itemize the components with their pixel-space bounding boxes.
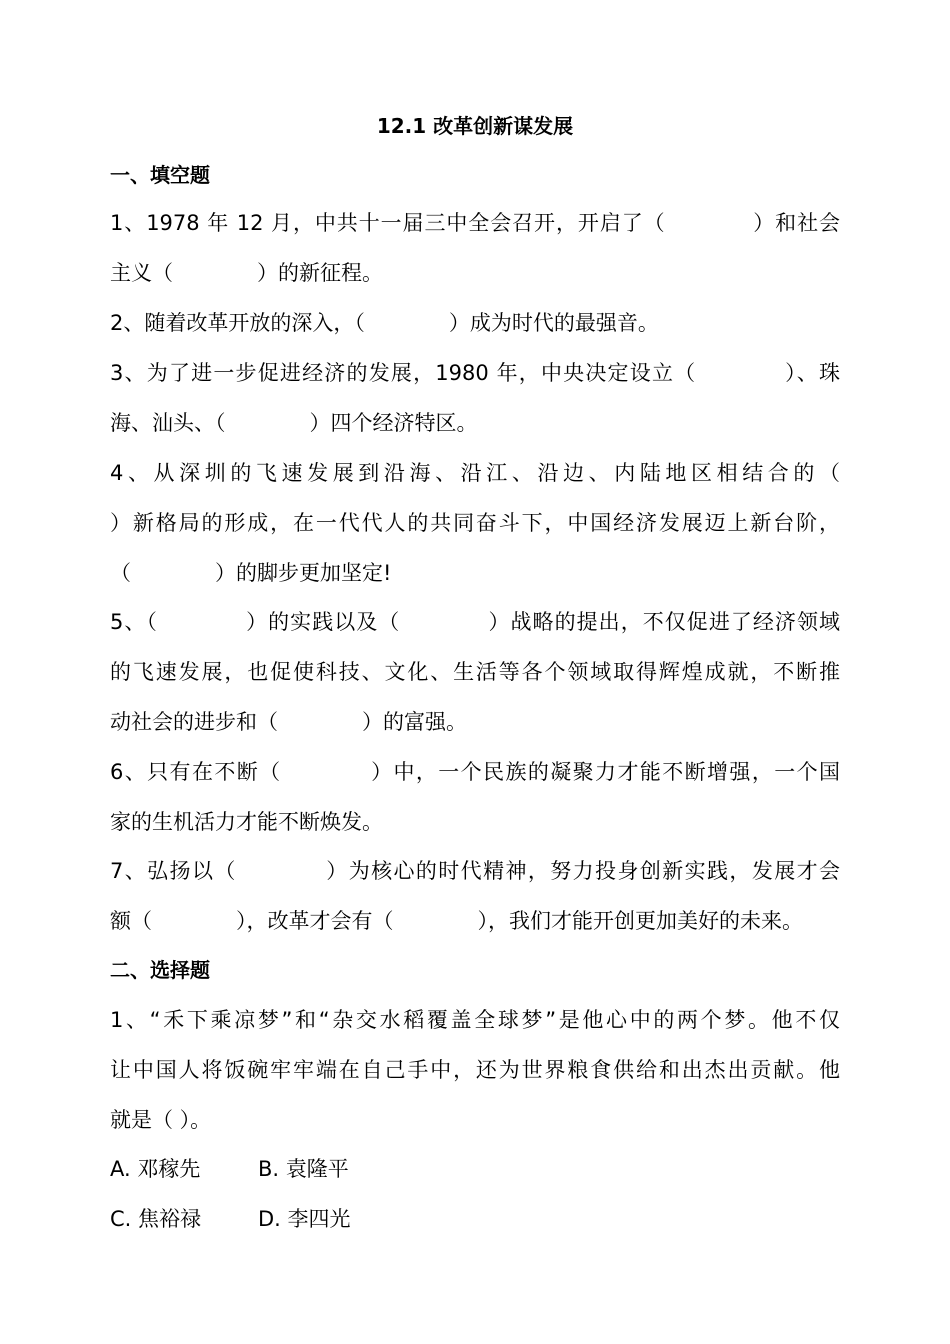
q4-line-1: 4、从深圳的飞速发展到沿海、沿江、沿边、内陆地区相结合的（ (110, 461, 840, 485)
option-b: B. 袁隆平 (258, 1157, 349, 1181)
mc1-line-1: 1、“禾下乘凉梦”和“杂交水稻覆盖全球梦”是他心中的两个梦。他不仅 (110, 1008, 840, 1032)
q3-line-1: 3、为了进一步促进经济的发展，1980 年，中央决定设立（ ）、珠 (110, 361, 840, 385)
mc1-line-2: 让中国人将饭碗牢牢端在自己手中，还为世界粮食供给和出杰出贡献。他 (110, 1058, 840, 1082)
q5-line-3: 动社会的进步和（ ）的富强。 (110, 710, 467, 734)
mc1-line-3: 就是（ ）。 (110, 1108, 212, 1132)
q3-line-2: 海、汕头、（ ）四个经济特区。 (110, 411, 478, 435)
q4-line-3: （ ）的脚步更加坚定! (110, 561, 392, 585)
section-heading-fill-blank: 一、填空题 (110, 163, 210, 187)
q6-line-1: 6、只有在不断（ ）中，一个民族的凝聚力才能不断增强，一个国 (110, 760, 840, 784)
q6-line-2: 家的生机活力才能不断焕发。 (110, 810, 383, 834)
q5-line-1: 5、（ ）的实践以及（ ）战略的提出，不仅促进了经济领域 (110, 610, 840, 634)
q7-line-2: 额（ ），改革才会有（ ），我们才能开创更加美好的未来。 (110, 909, 803, 933)
option-d: D. 李四光 (258, 1207, 351, 1231)
document-title: 12.1 改革创新谋发展 (376, 114, 574, 138)
q2-line-1: 2、随着改革开放的深入，（ ）成为时代的最强音。 (110, 311, 659, 335)
q7-line-1: 7、弘扬以（ ）为核心的时代精神，努力投身创新实践，发展才会 (110, 859, 840, 883)
q4-line-2: ）新格局的形成，在一代代人的共同奋斗下，中国经济发展迈上新台阶， (110, 511, 840, 535)
section-heading-multiple-choice: 二、选择题 (110, 958, 210, 982)
q1-line-2: 主义（ ）的新征程。 (110, 261, 383, 285)
q1-line-1: 1、1978 年 12 月，中共十一届三中全会召开，开启了（ ）和社会 (110, 211, 840, 235)
q5-line-2: 的飞速发展，也促使科技、文化、生活等各个领域取得辉煌成就，不断推 (110, 660, 840, 684)
option-c: C. 焦裕禄 (110, 1207, 202, 1231)
option-a: A. 邓稼先 (110, 1157, 201, 1181)
